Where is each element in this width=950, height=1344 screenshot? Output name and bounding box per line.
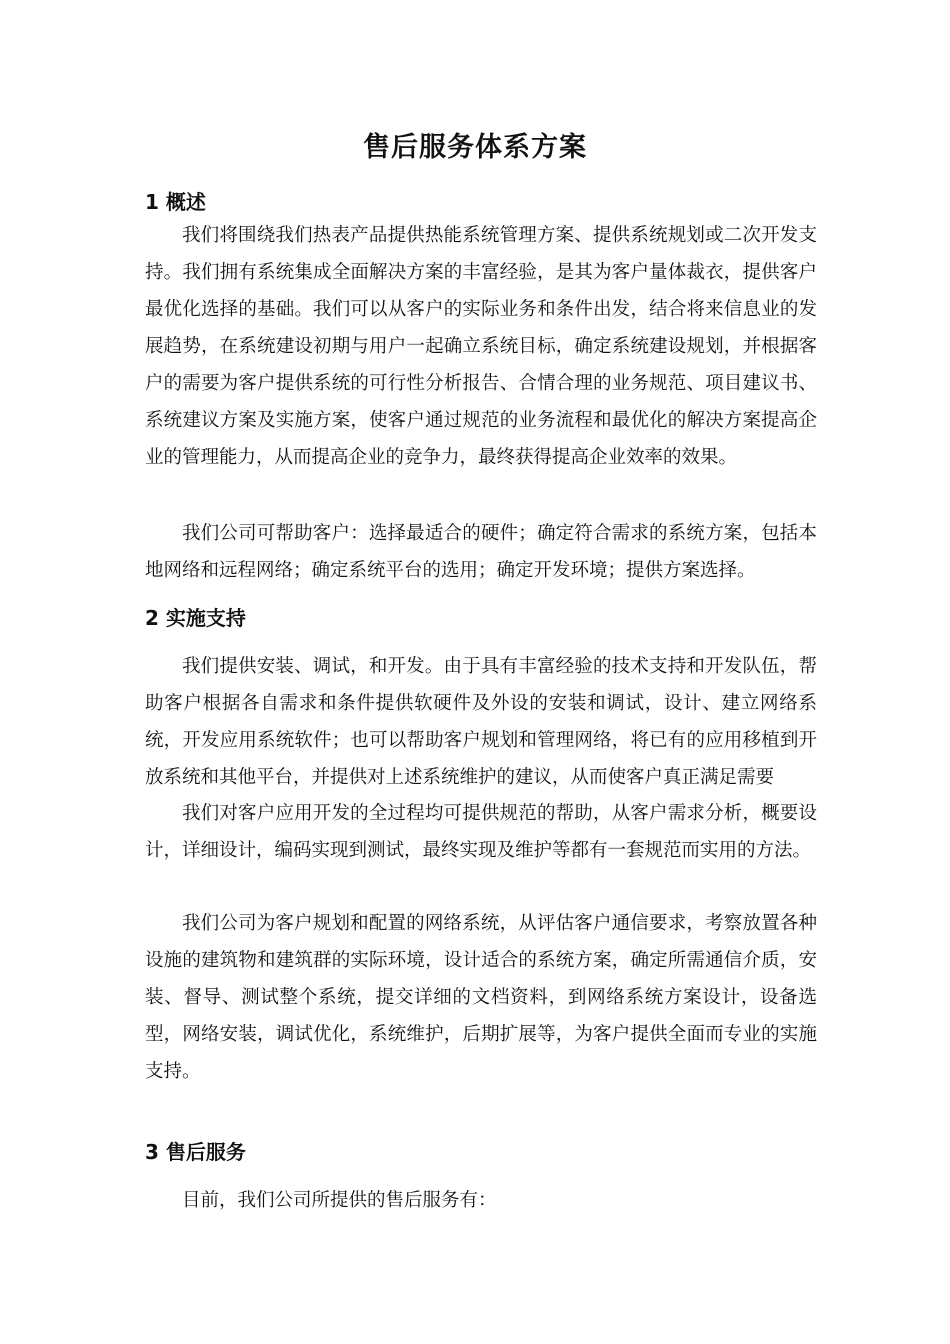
section-heading-after-sales-service: 3 售后服务 — [145, 1140, 246, 1164]
paragraph-implementation-3: 我们公司为客户规划和配置的网络系统，从评估客户通信要求，考察放置各种设施的建筑物和建筑群的实际环境，设计适合的系统方案，确定所需通信介质，安装、督导、测试整个系统，提交详细的文档资料，到网络系统方案设计，设备选型，网络安装，调试优化，系统维护，后期扩展等，为客户提供全面而专业的实施支持。 — [145, 913, 817, 1082]
paragraph-overview-2: 我们公司可帮助客户：选择最适合的硬件；确定符合需求的系统方案，包括本地网络和远程网络；确定系统平台的选用；确定开发环境；提供方案选择。 — [145, 523, 817, 581]
paragraph-overview-1: 我们将围绕我们热表产品提供热能系统管理方案、提供系统规划或二次开发支持。我们拥有系统集成全面解决方案的丰富经验，是其为客户量体裁衣，提供客户最优化选择的基础。我们可以从客户的实际业务和条件出发，结合将来信息业的发展趋势，在系统建设初期与用户一起确立系统目标，确定系统建设规划，并根据客户的需要为客户提供系统的可行性分析报告、合情合理的业务规范、项目建议书、系统建议方案及实施方案，使客户通过规范的业务流程和最优化的解决方案提高企业的管理能力，从而提高企业的竞争力，最终获得提高企业效率的效果。 — [145, 225, 817, 468]
document-title: 售后服务体系方案 — [363, 132, 587, 163]
paragraph-implementation-2: 我们对客户应用开发的全过程均可提供规范的帮助，从客户需求分析，概要设计，详细设计，编码实现到测试，最终实现及维护等都有一套规范而实用的方法。 — [145, 803, 817, 861]
paragraph-after-sales-1: 目前，我们公司所提供的售后服务有： — [182, 1190, 497, 1211]
paragraph-implementation-1: 我们提供安装、调试，和开发。由于具有丰富经验的技术支持和开发队伍，帮助客户根据各自需求和条件提供软硬件及外设的安装和调试，设计、建立网络系统，开发应用系统软件；也可以帮助客户规划和管理网络，将已有的应用移植到开放系统和其他平台，并提供对上述系统维护的建议，从而使客户真正满足需要 — [145, 656, 817, 788]
section-heading-overview: 1 概述 — [145, 190, 206, 214]
section-heading-implementation-support: 2 实施支持 — [145, 606, 246, 630]
